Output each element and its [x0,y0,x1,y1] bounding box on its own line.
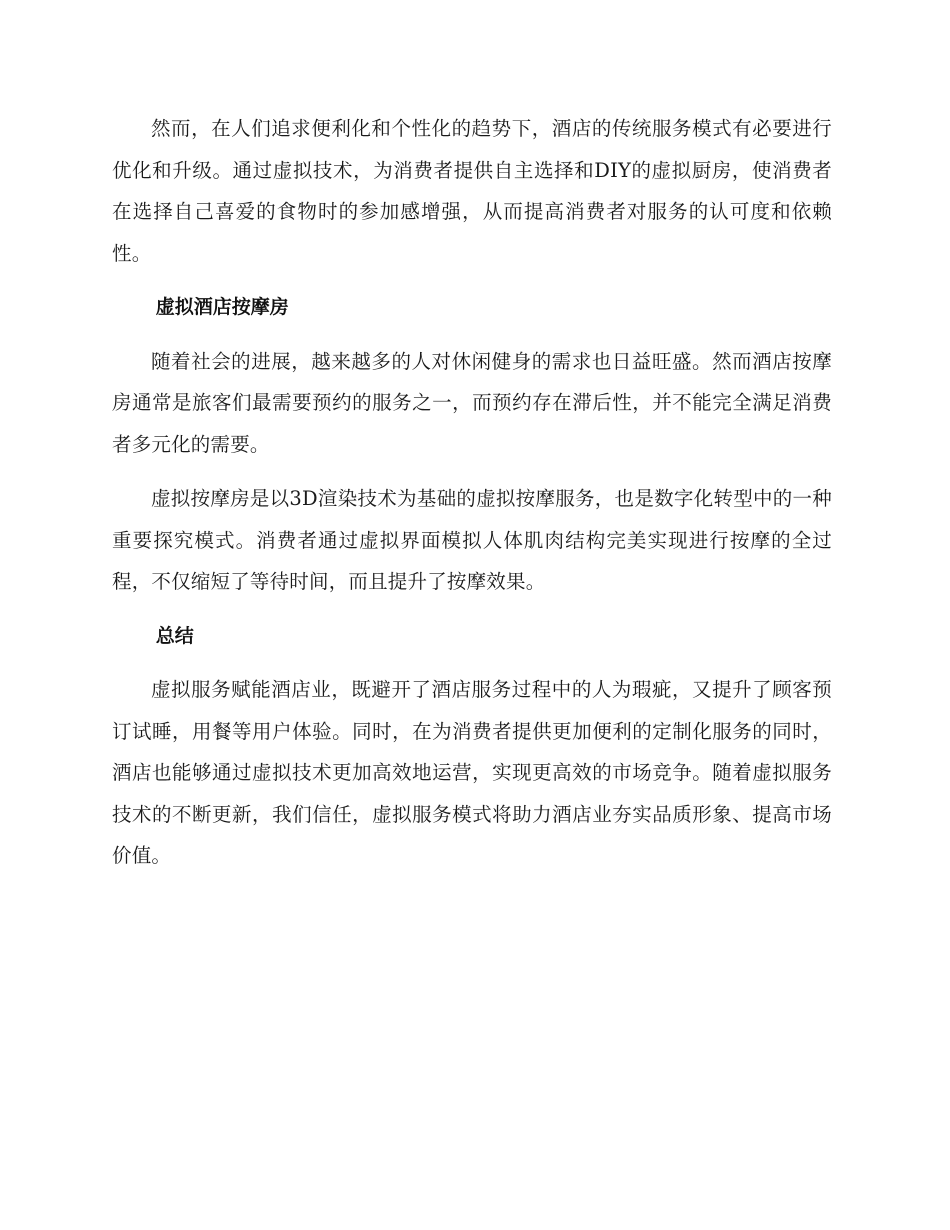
section-heading-virtual-massage-room: 虚拟酒店按摩房 [155,296,289,318]
paragraph-hotel-service-optimization: 然而，在人们追求便利化和个性化的趋势下，酒店的传统服务模式有必要进行优化和升级。通过虚拟技术，为消费者提供自主选择和DIY的虚拟厨房，使消费者在选择自己喜爱的食物时的参加感增强，从而提高消费者对服务的认可度和依赖性。 [112,117,832,265]
section-heading-summary: 总结 [155,624,194,647]
document-body [112,108,832,890]
paragraph-virtual-massage-3d: 虚拟按摩房是以3D渲染技术为基础的虚拟按摩服务，也是数字化转型中的一种重要探究模式。消费者通过虚拟界面模拟人体肌肉结构完美实现进行按摩的全过程，不仅缩短了等待时间，而且提升了按摩效果。 [112,487,832,593]
paragraph-summary: 虚拟服务赋能酒店业，既避开了酒店服务过程中的人为瑕疵，又提升了顾客预订试睡，用餐等用户体验。同时，在为消费者提供更加便利的定制化服务的同时，酒店也能够通过虚拟技术更加高效地运营，实现更高效的市场竞争。随着虚拟服务技术的不断更新，我们信任，虚拟服务模式将助力酒店业夯实品质形象、提高市场价值。 [112,678,832,867]
paragraph-massage-demand: 随着社会的进展，越来越多的人对休闲健身的需求也日益旺盛。然而酒店按摩房通常是旅客们最需要预约的服务之一，而预约存在滞后性，并不能完全满足消费者多元化的需要。 [112,349,832,456]
